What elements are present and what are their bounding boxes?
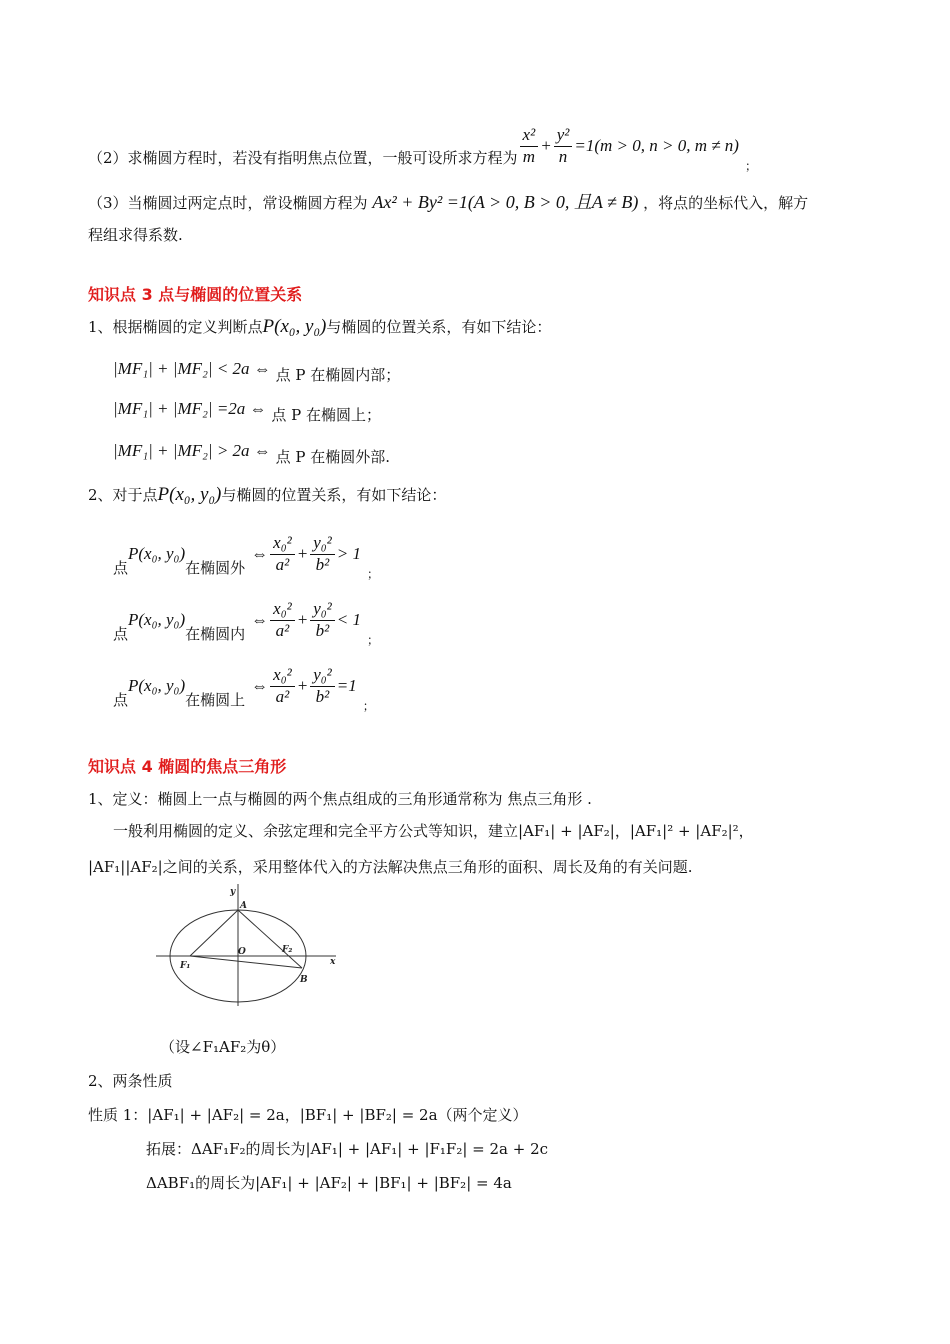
- p2-eq-rest: =1(m > 0, n > 0, m ≠ n): [574, 136, 739, 155]
- k3-cond3: |MF₁| + |MF₂| > 2a ⇔ 点 P 在椭圆外部.: [113, 441, 390, 466]
- label-o: O: [238, 947, 246, 957]
- k4-item2: 2、两条性质: [88, 1072, 173, 1090]
- k3-heading: 知识点 3 点与椭圆的位置关系: [88, 285, 303, 304]
- k4-para2: |AF₁||AF₂|之间的关系，采用整体代入的方法解决焦点三角形的面积、周长及角的有关问题.: [88, 858, 693, 876]
- k3-item1-point: P(x₀, y₀): [262, 316, 327, 337]
- line-f1-a: [190, 910, 238, 956]
- label-y: y: [230, 887, 236, 897]
- paragraph-3: [88, 188, 808, 214]
- k4-ext1: 拓展：ΔAF₁F₂的周长为|AF₁| + |AF₁| + |F₁F₂| = 2a + 2c: [146, 1140, 549, 1158]
- k3-rel2: 点 P(x₀, y₀) 在椭圆内 ⇔ $\frac{\text{x₀²}}{\text{a²}}$ + $\frac{\text{y₀²}}{\text{b²}}$ < 1 ；: [113, 598, 380, 647]
- p3-prefix: （3）当椭圆过两定点时，常设椭圆方程为: [88, 194, 368, 212]
- label-f2: F₂: [282, 945, 293, 955]
- k4-def: 1、定义：椭圆上一点与椭圆的两个焦点组成的三角形通常称为 焦点三角形 .: [88, 790, 592, 808]
- p2-frac-x: $\frac{\text{x²}}{m}$: [520, 126, 539, 166]
- label-b: B: [300, 975, 308, 985]
- p3-suffix: ，将点的坐标代入，解方: [643, 194, 809, 212]
- k4-prop1: 性质 1：|AF₁| + |AF₂| = 2a，|BF₁| + |BF₂| = 2a（两个定义）: [88, 1106, 528, 1124]
- k3-item1: 1、根据椭圆的定义判断点P(x₀, y₀)与椭圆的位置关系，有如下结论：: [88, 316, 552, 337]
- k3-rel3: 点 P(x₀, y₀) 在椭圆上 ⇔ $\frac{\text{x₀²}}{\text{a²}}$ + $\frac{\text{y₀²}}{\text{b²}}$ =1 ；: [113, 664, 375, 713]
- p3-line2: 程组求得系数.: [88, 226, 183, 244]
- line-f1-b: [190, 956, 302, 968]
- k3-cond2: |MF₁| + |MF₂| =2a ⇔ 点 P 在椭圆上；: [113, 399, 381, 424]
- p2-prefix: （2）求椭圆方程时，若没有指明焦点位置，一般可设所求方程为: [88, 149, 518, 167]
- k3-item2-point: P(x₀, y₀): [157, 484, 222, 505]
- k3-item2: 2、对于点P(x₀, y₀)与椭圆的位置关系，有如下结论：: [88, 484, 447, 505]
- label-x: x: [330, 957, 336, 967]
- label-f1: F₁: [180, 961, 191, 971]
- p2-end: ；: [744, 159, 757, 173]
- k3-cond1: |MF₁| + |MF₂| < 2a ⇔ 点 P 在椭圆内部；: [113, 359, 401, 384]
- label-a: A: [240, 901, 247, 911]
- k3-rel1: 点 P(x₀, y₀) 在椭圆外 ⇔ $\frac{\text{x₀²}}{\text{a²}}$ + $\frac{\text{y₀²}}{\text{b²}}$ > 1 ；: [113, 532, 380, 581]
- p3-eq: Ax² + By² =1(A > 0, B > 0, 且A ≠ B): [372, 192, 639, 212]
- k4-ext2: ΔABF₁的周长为|AF₁| + |AF₂| + |BF₁| + |BF₂| = 4a: [146, 1174, 512, 1192]
- k4-heading: 知识点 4 椭圆的焦点三角形: [88, 757, 287, 776]
- paragraph-2: （2）求椭圆方程时，若没有指明焦点位置，一般可设所求方程为 $\frac{\text{x²}}{m}$ + $\frac{\text{y²}}{n}$ =1(m > 0, n > 0, m ≠ n) ；: [88, 124, 757, 173]
- line-a-b: [238, 910, 302, 968]
- k4-para1: 一般利用椭圆的定义、余弦定理和完全平方公式等知识，建立|AF₁| + |AF₂|，|AF₁|² + |AF₂|²，: [113, 822, 754, 840]
- p2-frac-y: $\frac{\text{y²}}{n}$: [554, 126, 573, 166]
- ellipse-figure: [150, 880, 340, 1010]
- fig-caption: （设∠F₁AF₂为θ）: [160, 1038, 286, 1056]
